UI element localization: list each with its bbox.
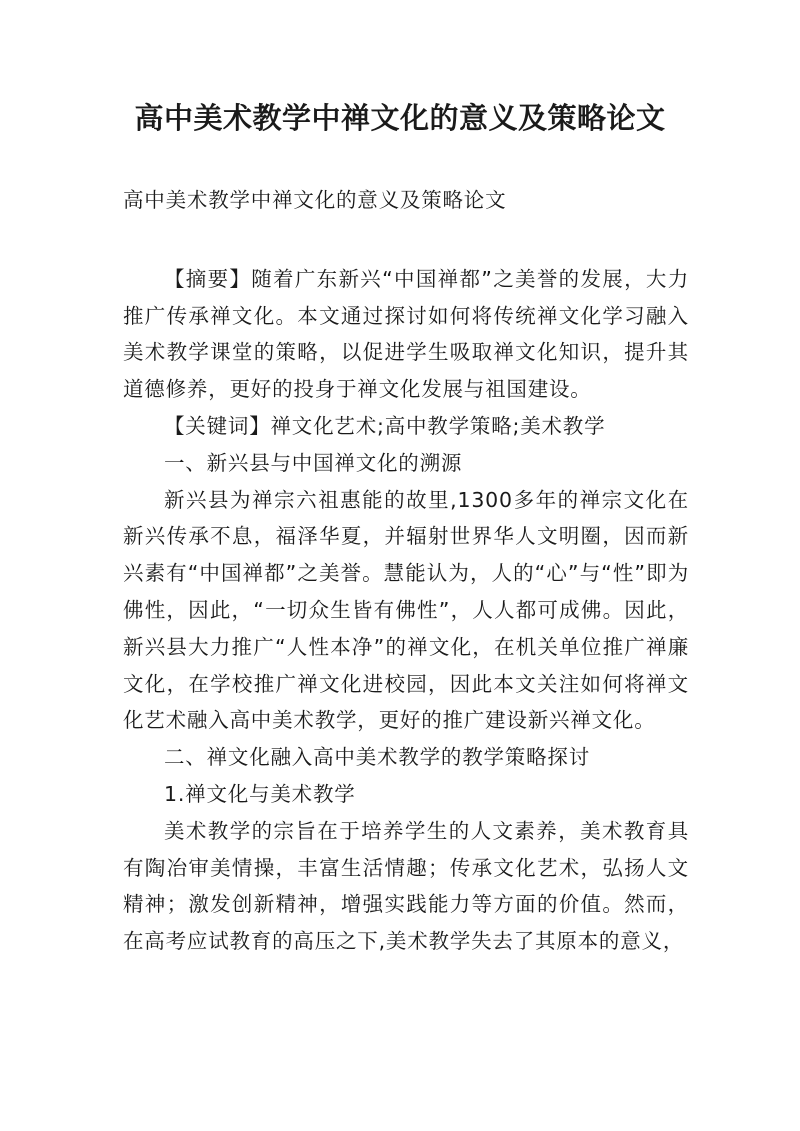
keywords-line: 【关键词】禅文化艺术;高中教学策略;美术教学 bbox=[164, 413, 606, 438]
section-heading-2: 二、禅文化融入高中美术教学的教学策略探讨 bbox=[164, 745, 590, 770]
document-subtitle: 高中美术教学中禅文化的意义及策略论文 bbox=[123, 188, 507, 212]
abstract-paragraph: 【摘要】随着广东新兴“中国禅都”之美誉的发展，大力推广传承禅文化。本文通过探讨如何将传统禅文化学习融入美术教学课堂的策略，以促进学生吸取禅文化知识，提升其道德修养，更好的投身于禅文化发展与祖国建设。 bbox=[123, 266, 689, 402]
section-heading-1: 一、新兴县与中国禅文化的溯源 bbox=[164, 450, 463, 475]
body-paragraph-1: 新兴县为禅宗六祖惠能的故里,1300多年的禅宗文化在新兴传承不息，福泽华夏，并辐射世界华人文明圈，因而新兴素有“中国禅都”之美誉。慧能认为，人的“心”与“性”即为佛性，因此，“一切众生皆有佛性”，人人都可成佛。因此，新兴县大力推广“人性本净”的禅文化，在机关单位推广禅廉文化，在学校推广禅文化进校园，因此本文关注如何将禅文化艺术融入高中美术教学，更好的推广建设新兴禅文化。 bbox=[123, 487, 689, 733]
document-title: 高中美术教学中禅文化的意义及策略论文 bbox=[134, 101, 666, 135]
body-paragraph-2: 美术教学的宗旨在于培养学生的人文素养，美术教育具有陶冶审美情操，丰富生活情趣；传承文化艺术，弘扬人文精神；激发创新精神，增强实践能力等方面的价值。然而，在高考应试教育的高压之下,美术教学失去了其原本的意义， bbox=[123, 818, 689, 954]
document-body bbox=[123, 182, 689, 960]
subsection-heading-2-1: 1.禅文化与美术教学 bbox=[164, 781, 356, 806]
